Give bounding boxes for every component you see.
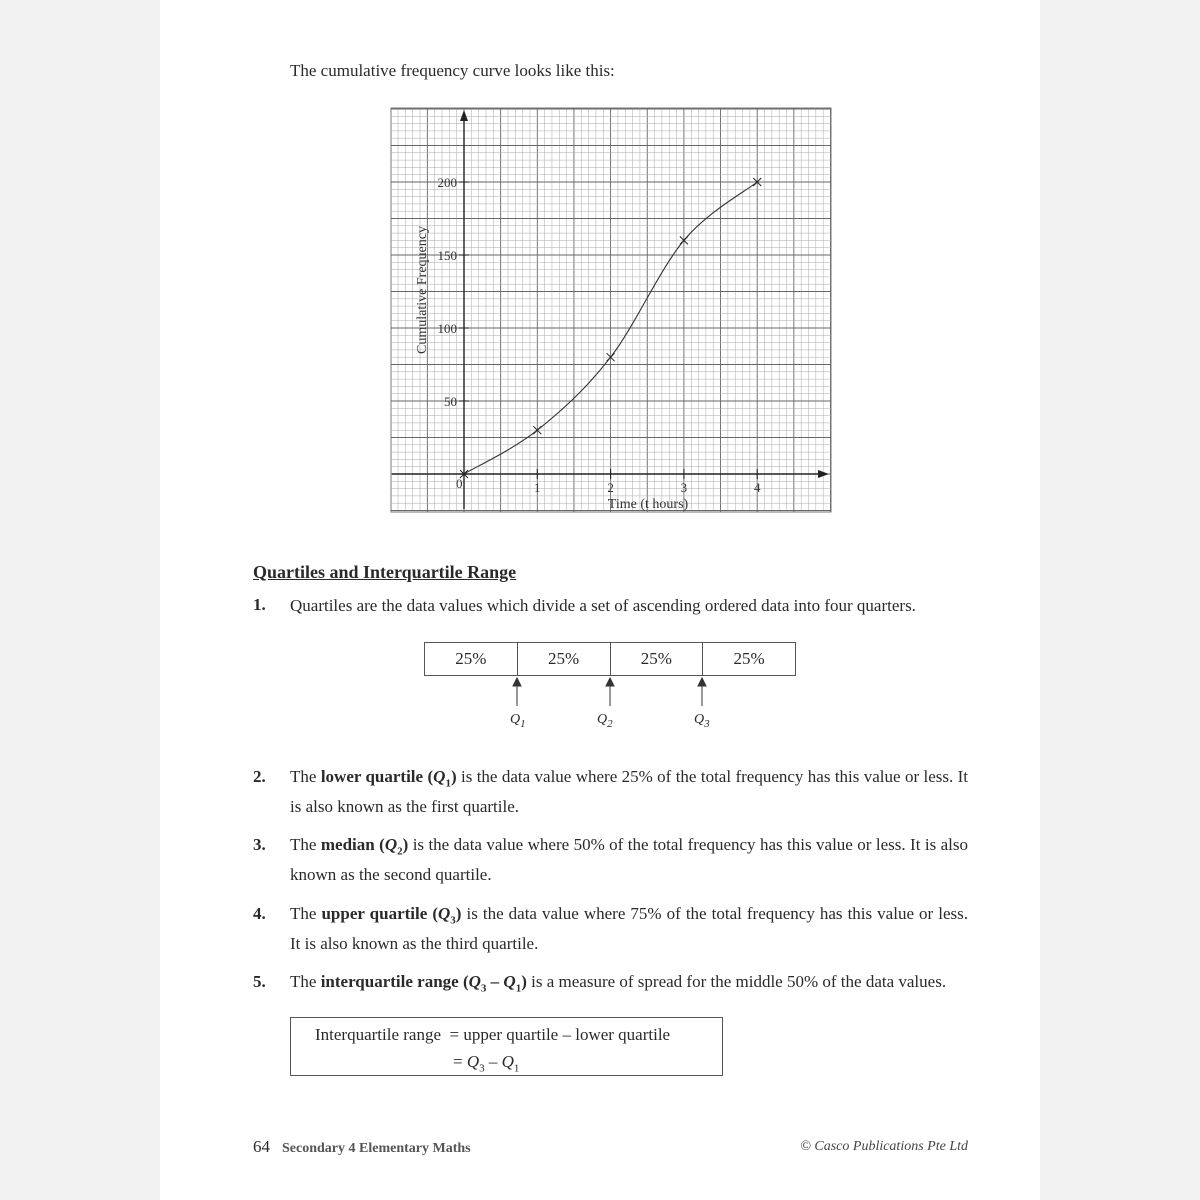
quarter-box: 25%: [610, 642, 703, 676]
q3-label: $Q_3$: [694, 712, 710, 730]
page-number: 64: [253, 1137, 270, 1156]
item-5-number: 5.: [253, 972, 266, 991]
y-tick-label: 100: [437, 321, 457, 336]
publisher-credit: © Casco Publications Pte Ltd: [800, 1139, 968, 1154]
quarter-box: 25%: [517, 642, 610, 676]
quarter-box: 25%: [424, 642, 517, 676]
y-axis-arrow: [460, 110, 468, 121]
x-tick-label: 1: [534, 480, 541, 495]
quarters-diagram: [424, 642, 796, 676]
q1-label: $Q_1$: [510, 712, 526, 730]
item-2-text: The lower quartile $(Q_1)$ is the data value where 25% of the total frequency has this value or less. It is also known as the first quartile.: [290, 767, 968, 817]
item-1-text: Quartiles are the data values which divide a set of ascending ordered data into four quarters.: [290, 596, 916, 615]
formula-line-1: Interquartile range = upper quartile – lower quartile: [315, 1025, 671, 1044]
chart-grid: [391, 108, 831, 512]
x-axis-arrow: [818, 470, 829, 478]
section-title: Quartiles and Interquartile Range: [253, 562, 517, 582]
item-2-number: 2.: [253, 767, 266, 786]
x-tick-label: 3: [680, 480, 688, 495]
y-tick-label: 50: [444, 394, 457, 409]
intro-text: The cumulative frequency curve looks like this:: [290, 61, 615, 80]
y-tick-label: 150: [437, 248, 457, 263]
origin-label: 0: [456, 476, 463, 491]
item-3-text: The median $(Q_2)$ is the data value where 50% of the total frequency has this value or less. It is also known as the second quartile.: [290, 835, 968, 885]
quarter-box: 25%: [702, 642, 796, 676]
footer-left: [253, 1137, 471, 1157]
item-1-number: 1.: [253, 595, 266, 614]
q2-label: $Q_2$: [597, 712, 613, 730]
book-title: Secondary 4 Elementary Maths: [282, 1141, 471, 1156]
y-axis-label: Cumulative Frequency: [415, 226, 430, 354]
cumulative-frequency-chart: [390, 107, 832, 513]
x-tick-label: 4: [753, 480, 761, 495]
x-axis-label: Time (t hours): [607, 497, 689, 512]
iqr-formula-box: [290, 1017, 723, 1076]
item-4-number: 4.: [253, 904, 266, 923]
y-tick-label: 200: [437, 175, 457, 190]
item-3-number: 3.: [253, 835, 266, 854]
x-tick-label: 2: [607, 480, 614, 495]
formula-line-2: = $Q_3 - Q_1$: [453, 1052, 520, 1075]
item-4-text: The upper quartile $(Q_3)$ is the data value where 75% of the total frequency has this value or less. It is also known as the third quartile.: [290, 904, 968, 954]
item-5-text: The interquartile range $(Q_3 - Q_1)$ is a measure of spread for the middle 50% of the data values.: [290, 972, 947, 995]
